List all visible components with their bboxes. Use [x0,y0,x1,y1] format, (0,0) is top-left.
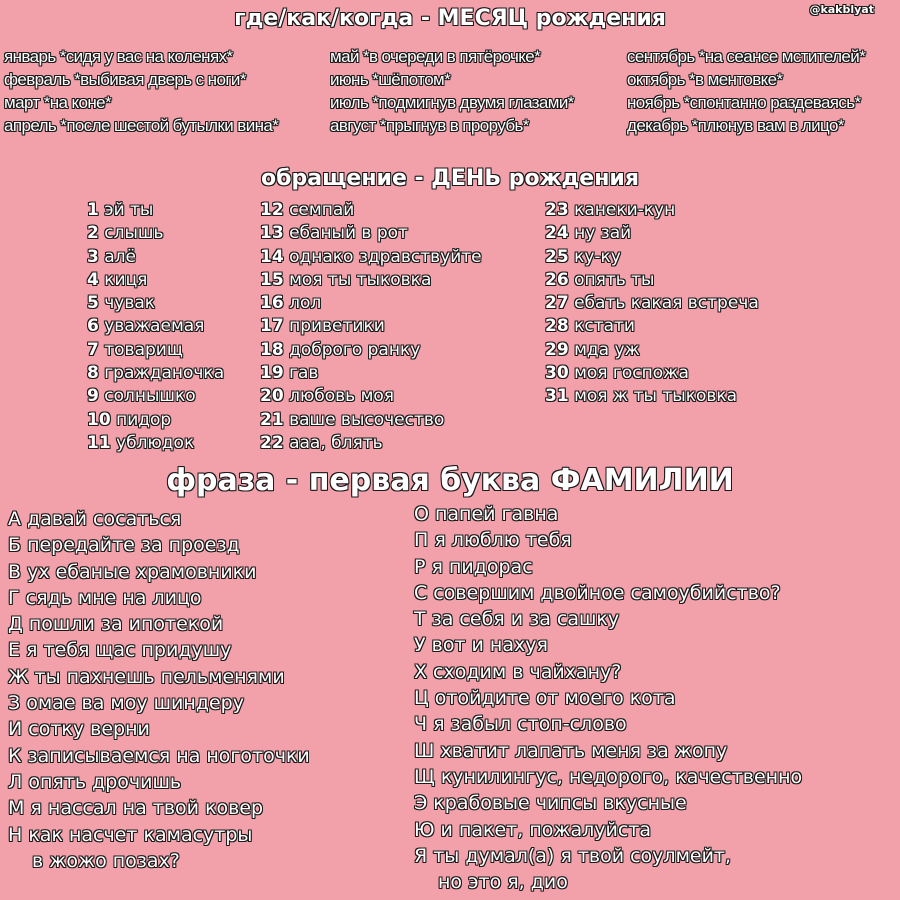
phrase-item: Ч я забыл стоп-слово [414,713,627,736]
days-column-3 [545,199,759,409]
day-phrase: моя ж ты тыковка [574,386,738,407]
day-item [545,339,759,362]
day-item [87,339,224,362]
months-column-3 [627,45,865,137]
phrase-item: Ц отойдите от моего кота [414,687,676,710]
day-item [87,315,224,338]
day-phrase: моя госпожа [574,363,689,384]
day-number: 7 [87,339,99,360]
day-item [87,385,224,408]
day-phrase: доброго ранку [289,339,421,360]
phrase-item: А давай сосаться [8,508,182,530]
day-item [87,292,224,315]
day-item [87,409,224,432]
day-number: 9 [87,386,99,407]
day-number: 16 [260,293,284,314]
phrase-item: С совершим двойное самоубийство? [414,581,781,604]
phrase-item: И сотку верни [8,718,150,741]
phrase-item: Ю и пакет, пожалуйста [414,818,652,841]
phrase-item: Н как насчет камасутры [8,823,253,846]
day-item [545,385,759,408]
day-phrase: алё [104,246,136,267]
phrase-section-title: фраза - первая буква ФАМИЛИИ [166,463,734,498]
day-number: 14 [260,246,284,267]
day-item [87,222,224,245]
phrase-item: Т за себя и за сашку [414,608,620,631]
phrase-item-continuation: в жожо позах? [32,849,180,872]
day-number: 28 [545,316,569,337]
day-phrase: гав [289,363,319,384]
day-phrase: пидор [116,409,172,430]
month-section-title: где/как/когда - МЕСЯЦ рождения [234,6,666,31]
day-number: 31 [545,386,569,407]
day-phrase: семпай [289,200,355,220]
day-number: 11 [87,432,111,453]
day-item [545,199,759,222]
phrase-item: З омае ва моу шиндеру [8,692,244,715]
day-phrase: любовь моя [289,386,395,407]
day-item [260,339,482,362]
day-number: 13 [260,223,284,244]
month-item: июнь *шёпотом* [330,70,451,89]
month-item: февраль *выбивая дверь с ноги* [4,70,246,89]
day-item [260,362,482,385]
day-phrase: эй ты [104,200,154,220]
day-number: 8 [87,363,99,384]
month-item: май *в очереди в пятёрочке* [330,47,541,66]
day-phrase: канеки-кун [574,200,676,220]
phrase-item: О папей гавна [414,503,559,525]
phrase-item: Х сходим в чайхану? [414,660,622,683]
month-item: сентябрь *на сеансе мстителей* [627,47,866,66]
day-item [260,292,482,315]
day-phrase: ну зай [574,223,632,244]
days-column-2 [260,199,482,455]
day-phrase: приветики [289,316,385,337]
phrase-item: Э крабовые чипсы вкусные [414,792,687,815]
day-number: 10 [87,409,111,430]
day-number: 30 [545,363,569,384]
months-column-1 [4,45,278,137]
phrase-item: Л опять дрочишь [8,770,182,793]
day-item [260,315,482,338]
days-column-1 [87,199,224,455]
phrase-item: Щ кунилингус, недорого, качественно [414,765,803,788]
day-item [260,385,482,408]
month-item: апрель *после шестой бутылки вина* [4,116,279,135]
day-number: 4 [87,269,99,290]
day-number: 2 [87,223,99,244]
day-item [545,246,759,269]
phrase-item: Е я тебя щас придушу [8,639,232,662]
day-item [87,246,224,269]
day-phrase: ваше высочество [289,409,445,430]
day-item [260,199,482,222]
day-phrase: ебать какая встреча [574,293,759,314]
day-item [545,362,759,385]
phrase-item: Б передайте за проезд [8,534,240,557]
month-item: июль *подмигнув двумя глазами* [330,93,574,112]
phrases-column-right [414,501,802,895]
month-item: октябрь *в ментовке* [627,70,783,89]
day-number: 25 [545,246,569,267]
month-item: декабрь *плюнув вам в лицо* [627,116,844,135]
day-item [545,269,759,292]
phrase-item: Ш хватит лапать меня за жопу [414,739,728,762]
day-phrase: слышь [104,223,164,244]
month-item: март *на коне* [4,93,112,112]
phrase-item: К записываемся на ноготочки [8,744,310,767]
day-phrase: кстати [574,316,635,337]
day-phrase: опять ты [574,269,655,290]
day-number: 26 [545,269,569,290]
day-phrase: чувак [104,293,156,314]
day-item [87,199,224,222]
day-number: 3 [87,246,99,267]
day-item [260,222,482,245]
day-phrase: однако здравствуйте [289,246,482,267]
day-number: 15 [260,269,284,290]
day-number: 19 [260,363,284,384]
day-number: 22 [260,432,284,453]
month-item: август *прыгнув в прорубь* [330,116,529,135]
day-item [545,292,759,315]
day-number: 17 [260,316,284,337]
day-item [545,315,759,338]
day-number: 5 [87,293,99,314]
day-phrase: ааа, блять [289,432,383,453]
day-number: 27 [545,293,569,314]
day-phrase: ебаный в рот [289,223,408,244]
day-number: 23 [545,200,569,220]
day-number: 29 [545,339,569,360]
day-phrase: моя ты тыковка [289,269,432,290]
phrase-item: Я ты думал(а) я твой соулмейт, [414,844,732,867]
day-item [260,246,482,269]
day-number: 24 [545,223,569,244]
phrase-item: Г сядь мне на лицо [8,586,202,609]
day-phrase: солнышко [104,386,196,407]
day-item [87,432,224,455]
phrase-item: М я нассал на твой ковер [8,797,264,820]
months-column-2 [330,45,574,137]
day-item [260,409,482,432]
month-item: январь *сидя у вас на коленях* [4,47,233,66]
day-item [545,222,759,245]
phrase-item: Р я пидорас [414,555,533,578]
phrase-item: В ух ебаные храмовники [8,560,257,583]
day-phrase: ку-ку [574,246,621,267]
day-item [260,432,482,455]
day-phrase: киця [104,269,148,290]
day-phrase: товарищ [104,339,183,360]
day-item [260,269,482,292]
phrase-item: У вот и нахуя [414,634,548,657]
day-phrase: уважаемая [104,316,205,337]
phrase-item-continuation: но это я, дио [438,871,568,894]
day-phrase: лол [289,293,322,314]
watermark: @kakblyat [809,3,874,16]
day-number: 20 [260,386,284,407]
day-item [87,269,224,292]
month-item: ноябрь *спонтанно раздеваясь* [627,93,861,112]
day-number: 12 [260,200,284,220]
phrase-item: Д пошли за ипотекой [8,613,224,636]
day-phrase: ублюдок [116,432,195,453]
day-number: 6 [87,316,99,337]
day-number: 21 [260,409,284,430]
phrase-item: П я люблю тебя [414,529,572,552]
phrases-column-left [8,506,310,874]
day-phrase: мда уж [574,339,640,360]
phrase-item: Ж ты пахнешь пельменями [8,665,285,688]
day-item [87,362,224,385]
day-phrase: гражданочка [104,363,225,384]
day-section-title: обращение - ДЕНЬ рождения [261,166,639,191]
day-number: 18 [260,339,284,360]
day-number: 1 [87,200,99,220]
